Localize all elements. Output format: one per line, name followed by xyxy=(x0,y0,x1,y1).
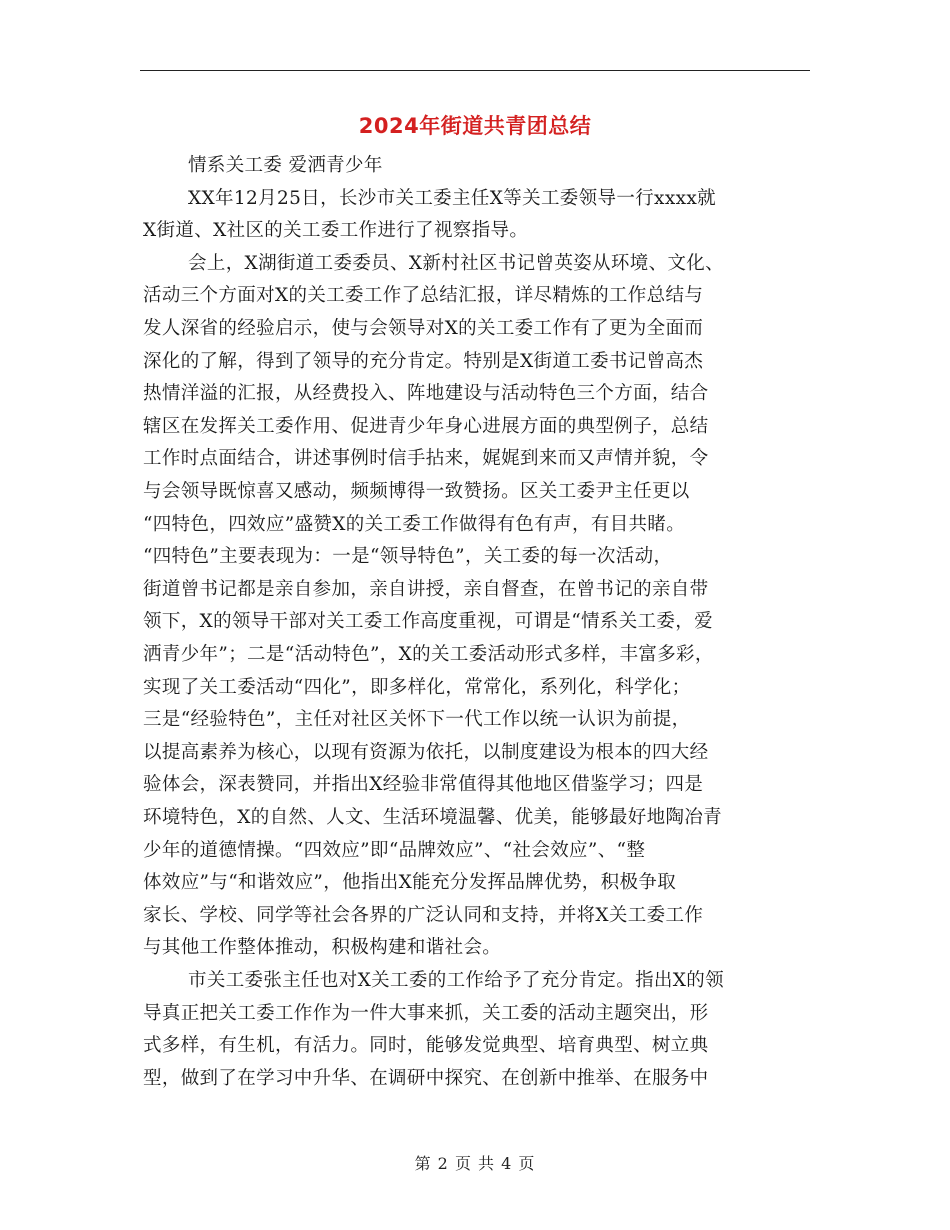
body-line: 辖区在发挥关工委作用、促进青少年身心进展方面的典型例子，总结 xyxy=(143,415,709,437)
page-footer: 第 2 页 共 4 页 xyxy=(414,1154,536,1173)
body-line: 型，做到了在学习中升华、在调研中探究、在创新中推举、在服务中 xyxy=(143,1067,709,1089)
body-line: “四特色，四效应”盛赞X的关工委工作做得有色有声，有目共睹。 xyxy=(143,513,686,535)
body-line: 领下，X的领导干部对关工委工作高度重视，可谓是“情系关工委，爱 xyxy=(143,611,713,633)
body-line: 环境特色，X的自然、人文、生活环境温馨、优美，能够最好地陶冶青 xyxy=(143,807,723,828)
body-line: X街道、X社区的关工委工作进行了视察指导。 xyxy=(143,220,529,242)
body-line: 工作时点面结合，讲述事例时信手拈来，娓娓到来而又声情并貌，令 xyxy=(143,448,709,470)
document-subtitle: 情系关工委 爱洒青少年 xyxy=(188,155,383,176)
body-line: 导真正把关工委工作作为一件大事来抓，关工委的活动主题突出，形 xyxy=(143,1002,709,1024)
body-line: 活动三个方面对X的关工委工作了总结汇报，详尽精炼的工作总结与 xyxy=(143,285,704,307)
body-line: 验体会，深表赞同，并指出X经验非常值得其他地区借鉴学习；四是 xyxy=(143,774,704,796)
body-line: 少年的道德情操。“四效应”即“品牌效应”、“社会效应”、“整 xyxy=(143,839,646,861)
body-line: 洒青少年”；二是“活动特色”，X的关工委活动形式多样，丰富多彩， xyxy=(143,644,714,665)
body-line: XX年12月25日，长沙市关工委主任X等关工委领导一行xxxx就 xyxy=(188,187,717,209)
header-rule xyxy=(140,70,810,71)
body-line: 深化的了解，得到了领导的充分肯定。特别是X街道工委书记曾高杰 xyxy=(143,350,704,372)
body-line: 热情洋溢的汇报，从经费投入、阵地建设与活动特色三个方面，结合 xyxy=(143,383,709,405)
body-line: 实现了关工委活动“四化”，即多样化，常常化，系列化，科学化； xyxy=(143,676,691,698)
body-line: 与其他工作整体推动，积极构建和谐社会。 xyxy=(143,937,502,959)
document-title: 2024年街道共青团总结 xyxy=(358,114,592,138)
body-line: “四特色”主要表现为：一是“领导特色”，关工委的每一次活动， xyxy=(143,546,673,568)
body-line: 以提高素养为核心，以现有资源为依托，以制度建设为根本的四大经 xyxy=(143,741,709,763)
body-line: 三是“经验特色”，主任对社区关怀下一代工作以统一认识为前提， xyxy=(143,709,691,731)
body-line: 会上，X湖街道工委委员、X新村社区书记曾英姿从环境、文化、 xyxy=(188,252,724,274)
body-line: 体效应”与“和谐效应”，他指出X能充分发挥品牌优势，积极争取 xyxy=(143,872,677,894)
body-line: 市关工委张主任也对X关工委的工作给予了充分肯定。指出X的领 xyxy=(188,970,724,991)
body-line: 家长、学校、同学等社会各界的广泛认同和支持，并将X关工委工作 xyxy=(143,904,704,926)
body-line: 发人深省的经验启示，使与会领导对X的关工委工作有了更为全面而 xyxy=(143,318,704,339)
body-line: 与会领导既惊喜又感动，频频博得一致赞扬。区关工委尹主任更以 xyxy=(143,481,690,502)
body-line: 式多样，有生机，有活力。同时，能够发觉典型、培育典型、树立典 xyxy=(143,1035,709,1057)
body-line: 街道曾书记都是亲自参加，亲自讲授，亲自督查，在曾书记的亲自带 xyxy=(143,578,709,600)
